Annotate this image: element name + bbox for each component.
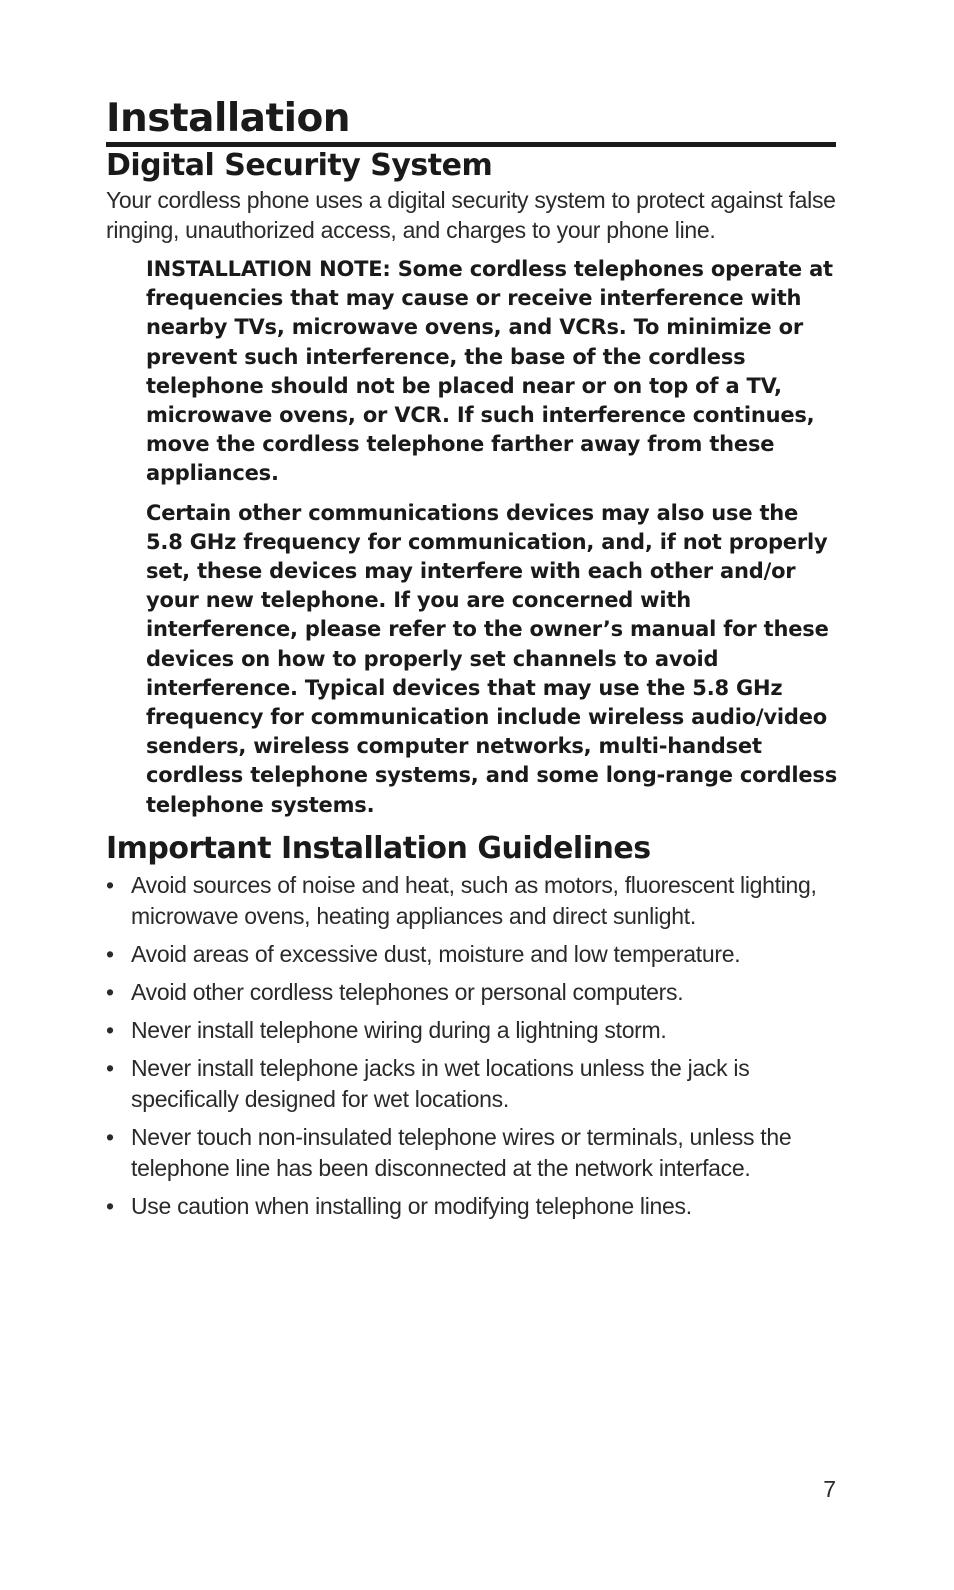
list-item	[106, 977, 838, 1008]
intro-paragraph: Your cordless phone uses a digital security system to protect against false ringing, unauthorized access, and charges to your phone line.	[106, 187, 836, 243]
page-title: Installation	[106, 96, 351, 141]
list-item-text: Use caution when installing or modifying telephone lines.	[131, 1192, 692, 1219]
list-item-text: Avoid sources of noise and heat, such as motors, fluorescent lighting, microwave ovens, heating appliances and direct sunlight.	[131, 871, 817, 929]
bullet-icon: •	[106, 1016, 114, 1043]
bullet-icon: •	[106, 940, 114, 967]
list-item-text: Never install telephone jacks in wet locations unless the jack is specifically designed for wet locations.	[131, 1054, 750, 1112]
bullet-icon: •	[106, 871, 114, 898]
installation-note: INSTALLATION NOTE: Some cordless telephones operate at frequencies that may cause or receive interference with nearby TVs, microwave ovens, and VCRs. To minimize or prevent such interference, the base of the cordless telephone should not be placed near or on top of a TV, microwave ovens, or VCR. If such interference continues, move the cordless telephone farther away from these appliances.	[146, 257, 833, 486]
bullet-icon: •	[106, 978, 114, 1005]
list-item-text: Never install telephone wiring during a lightning storm.	[131, 1016, 667, 1043]
list-item-text: Avoid areas of excessive dust, moisture and low temperature.	[131, 940, 741, 967]
list-item-text: Never touch non-insulated telephone wires or terminals, unless the telephone line has been disconnected at the network interface.	[131, 1123, 792, 1181]
list-item-text: Avoid other cordless telephones or personal computers.	[131, 978, 684, 1005]
list-item	[106, 1053, 838, 1115]
bullet-icon: •	[106, 1054, 114, 1081]
bullet-icon: •	[106, 1192, 114, 1219]
list-item	[106, 1015, 838, 1046]
page-content	[106, 96, 838, 1229]
bullet-icon: •	[106, 1123, 114, 1150]
frequency-note: Certain other communications devices may also use the 5.8 GHz frequency for communication, and, if not properly set, these devices may interfere with each other and/or your new telephone. If you are concerned with interference, please refer to the owner’s manual for these devices on how to properly set channels to avoid interference. Typical devices that may use the 5.8 GHz frequency for communication include wireless audio/video senders, wireless computer networks, multi-handset cordless telephone systems, and some long-range cordless telephone systems.	[146, 500, 838, 817]
page-number: 7	[823, 1476, 836, 1502]
section-heading-digital-security: Digital Security System	[106, 148, 493, 183]
guidelines-list	[106, 870, 838, 1222]
installation-note-block	[146, 255, 838, 820]
list-item	[106, 1191, 838, 1222]
list-item	[106, 939, 838, 970]
list-item	[106, 870, 838, 932]
list-item	[106, 1122, 838, 1184]
section-heading-guidelines: Important Installation Guidelines	[106, 830, 651, 866]
